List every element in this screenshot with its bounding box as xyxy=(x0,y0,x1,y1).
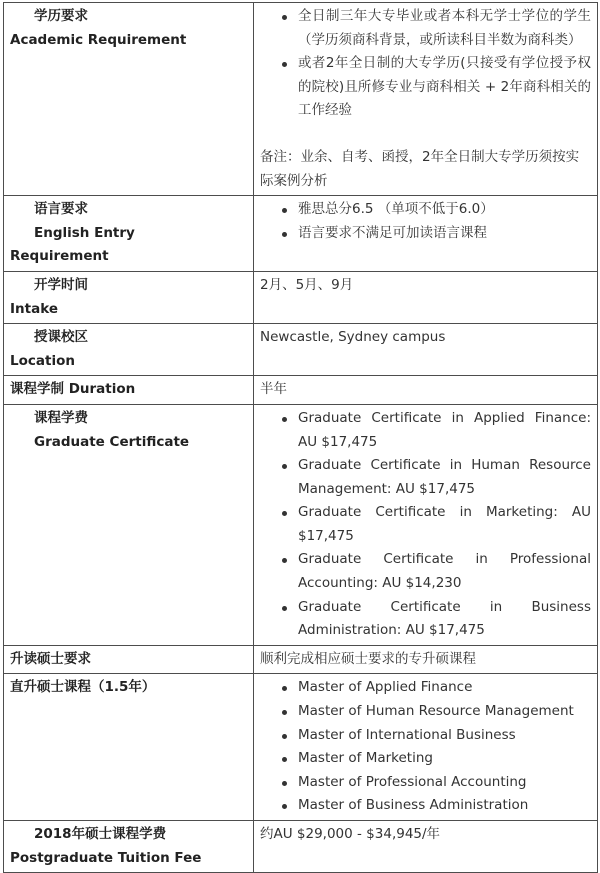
list-item: Master of Marketing xyxy=(298,747,591,771)
row-intake xyxy=(4,271,598,323)
label-cn: 语言要求 xyxy=(34,201,88,218)
masters-label: 直升硕士课程（1.5年） xyxy=(4,674,254,821)
list-item: Master of International Business xyxy=(298,724,591,748)
location-value: Newcastle, Sydney campus xyxy=(254,324,598,376)
label-cn: 课程学费 xyxy=(34,409,88,426)
academic-requirement-list xyxy=(260,5,591,123)
label-cell xyxy=(4,324,254,376)
row-location xyxy=(4,324,598,376)
value-cell xyxy=(254,404,598,645)
label-cn: 2018年硕士课程学费 xyxy=(34,826,167,842)
label-cell xyxy=(4,821,254,873)
label-cn: 开学时间 xyxy=(34,276,88,293)
list-item: 或者2年全日制的大专学历(只接受有学位授予权的院校)且所修专业与商科相关 + 2年商科相关的工作经验 xyxy=(298,52,591,123)
progression-value: 顺利完成相应硕士要求的专升硕课程 xyxy=(254,645,598,674)
label-en: Location xyxy=(10,352,75,369)
list-item: Master of Applied Finance xyxy=(298,676,591,700)
row-graduate-certificate-fee xyxy=(4,404,598,645)
pg-fee-value: 约AU $29,000 - $34,945/年 xyxy=(254,821,598,873)
duration-value: 半年 xyxy=(254,376,598,405)
label-cell xyxy=(4,271,254,323)
label-cn: 学历要求 xyxy=(34,8,88,24)
label-en-cont: Requirement xyxy=(10,248,109,265)
value-cell xyxy=(254,674,598,821)
list-item: Master of Professional Accounting xyxy=(298,771,591,795)
row-language-requirement xyxy=(4,196,598,272)
list-item: Graduate Certificate in Applied Finance: AU $17,475 xyxy=(298,407,591,454)
list-item: Master of Human Resource Management xyxy=(298,700,591,724)
label-cell xyxy=(4,196,254,272)
list-item: 雅思总分6.5 （单项不低于6.0） xyxy=(298,198,591,222)
label-en: Academic Requirement xyxy=(10,31,187,48)
list-item: Graduate Certificate in Human Resource Management: AU $17,475 xyxy=(298,454,591,501)
label-cell xyxy=(4,404,254,645)
program-info-table xyxy=(3,2,598,873)
list-item: Graduate Certificate in Business Administration: AU $17,475 xyxy=(298,596,591,643)
row-postgraduate-fee xyxy=(4,821,598,873)
list-item: 语言要求不满足可加读语言课程 xyxy=(298,222,591,246)
graduate-certificate-list xyxy=(260,407,591,643)
list-item: Graduate Certificate in Marketing: AU $17,475 xyxy=(298,501,591,548)
row-duration xyxy=(4,376,598,405)
progression-label: 升读硕士要求 xyxy=(4,645,254,674)
label-cn: 授课校区 xyxy=(34,329,88,346)
value-cell xyxy=(254,3,598,196)
intake-value: 2月、5月、9月 xyxy=(254,271,598,323)
list-item: 全日制三年大专毕业或者本科无学士学位的学生（学历须商科背景，或所读科目半数为商科类） xyxy=(298,5,591,52)
academic-note: 备注：业余、自考、函授，2年全日制大专学历须按实际案例分析 xyxy=(260,148,580,189)
row-master-programs xyxy=(4,674,598,821)
label-en: Postgraduate Tuition Fee xyxy=(10,849,202,866)
language-requirement-list xyxy=(260,198,591,245)
list-item: Graduate Certificate in Professional Accounting: AU $14,230 xyxy=(298,548,591,595)
row-progression-requirement xyxy=(4,645,598,674)
label-en: Intake xyxy=(10,300,58,317)
label-en: English Entry xyxy=(34,224,135,241)
label-cell xyxy=(4,3,254,196)
duration-label: 课程学制 Duration xyxy=(4,376,254,405)
master-programs-list xyxy=(260,676,591,818)
row-academic-requirement xyxy=(4,3,598,196)
list-item: Master of Business Administration xyxy=(298,794,591,818)
label-en: Graduate Certificate xyxy=(34,433,190,450)
value-cell xyxy=(254,196,598,272)
